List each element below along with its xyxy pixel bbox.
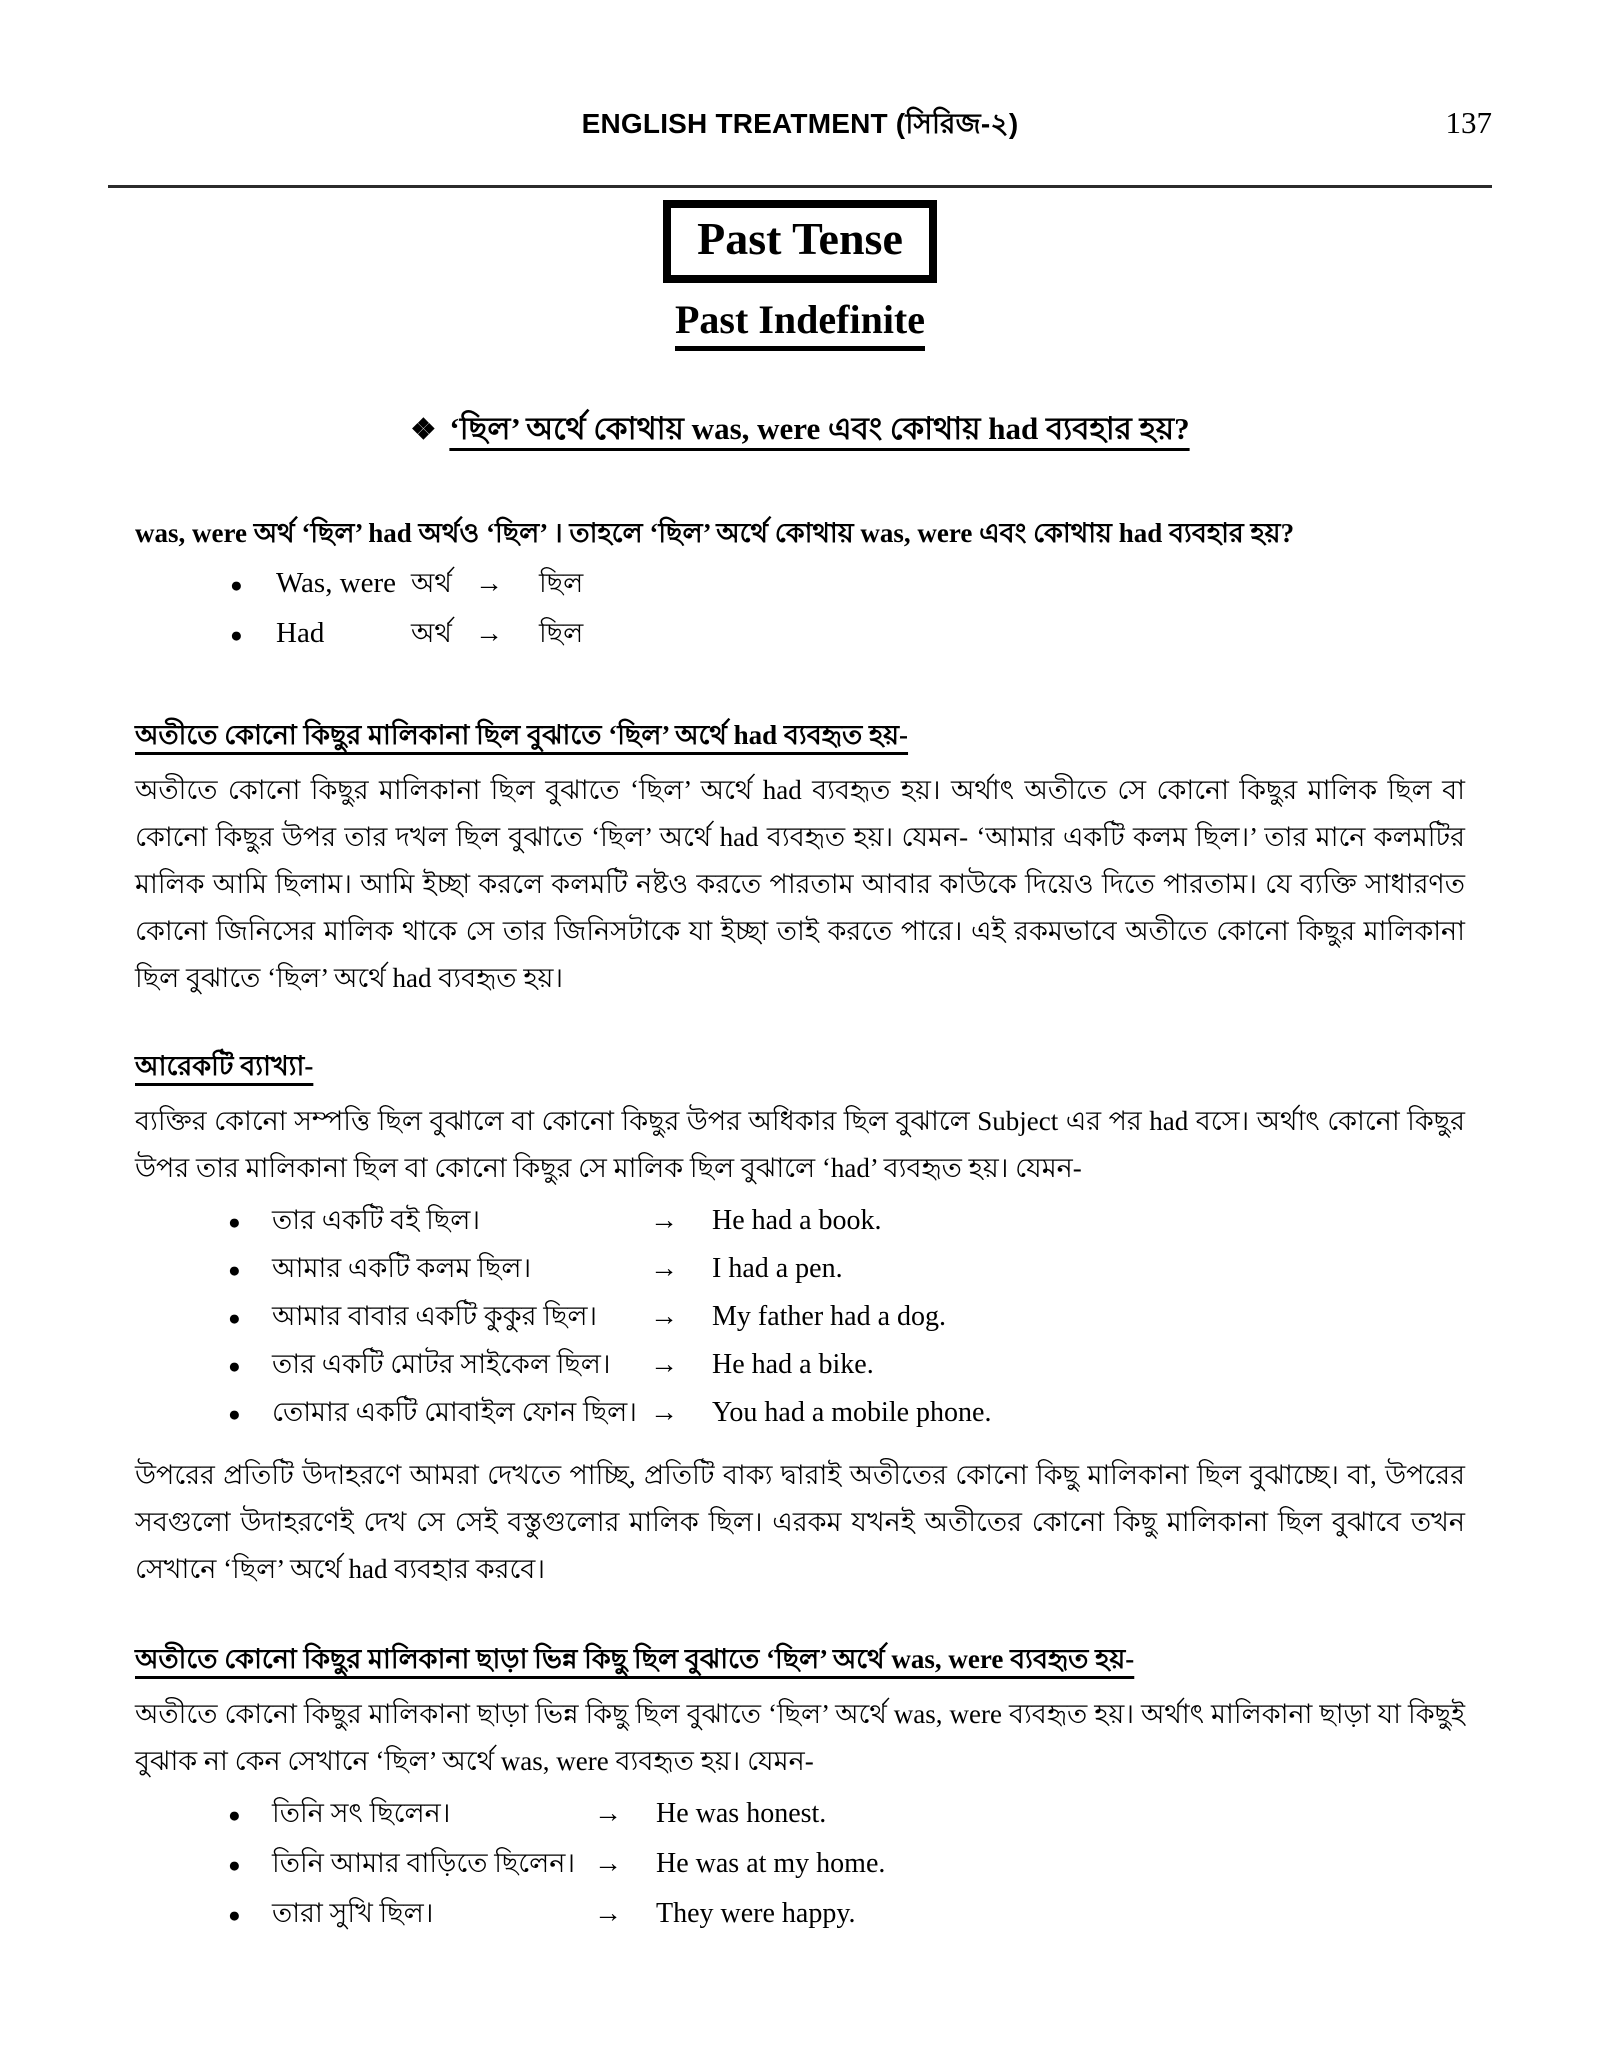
bengali-sentence: তোমার একটি মোবাইল ফোন ছিল। [272, 1396, 637, 1427]
english-sentence: He had a bike. [712, 1348, 874, 1380]
example-list-item [135, 1793, 1465, 1843]
example-list-item [135, 1344, 1465, 1392]
example-list-item [135, 1392, 1465, 1440]
section-heading: অতীতে কোনো কিছুর মালিকানা ছিল বুঝাতে ‘ছিল’ অর্থে had ব্যবহৃত হয়- [135, 719, 909, 750]
section-had-ownership [135, 715, 1465, 1002]
bullet-icon: ● [228, 1401, 241, 1426]
meaning-word: অর্থ [411, 567, 452, 598]
bengali-meaning: ছিল [539, 617, 584, 648]
arrow-icon: → [650, 1204, 678, 1236]
section-another-explanation [135, 1046, 1465, 1593]
meaning-list-item [135, 613, 1465, 663]
diamond-icon: ❖ [410, 413, 437, 446]
bullet-icon: ● [228, 1852, 241, 1877]
chapter-title-box: Past Tense [663, 200, 937, 283]
bengali-meaning: ছিল [539, 567, 584, 598]
bengali-sentence: আমার একটি কলম ছিল। [272, 1252, 532, 1283]
bullet-icon: ● [228, 1209, 241, 1234]
arrow-icon: → [650, 1252, 678, 1284]
english-sentence: They were happy. [656, 1897, 856, 1929]
english-sentence: He was honest. [656, 1797, 827, 1829]
arrow-icon: → [594, 1897, 622, 1929]
section-conclusion: উপরের প্রতিটি উদাহরণে আমরা দেখতে পাচ্ছি, প্রতিটি বাক্য দ্বারাই অতীতের কোনো কিছু মালিকানা ছিল বুঝাচ্ছে। বা, উপরের সবগুলো উদাহরণেই দেখ সে সেই বস্তুগুলোর মালিক ছিল। এরকম যখনই অতীতের কোনো কিছু মালিকানা ছিল বুঝাবে তখন সেখানে ‘ছিল’ অর্থে had ব্যবহার করবে। [135, 1459, 1465, 1584]
book-title: ENGLISH TREATMENT (সিরিজ-২) [581, 108, 1019, 139]
page-content [135, 513, 1465, 1943]
arrow-icon: → [650, 1396, 678, 1428]
section-paragraph: অতীতে কোনো কিছুর মালিকানা ছিল বুঝাতে ‘ছিল’ অর্থে had ব্যবহৃত হয়। অর্থাৎ অতীতে সে কোনো কিছুর মালিক ছিল বা কোনো কিছুর উপর তার দখল ছিল বুঝাতে ‘ছিল’ অর্থে had ব্যবহৃত হয়। যেমন- ‘আমার একটি কলম ছিল।’ তার মানে কলমটির মালিক আমি ছিলাম। আমি ইচ্ছা করলে কলমটি নষ্টও করতে পারতাম আবার কাউকে দিয়েও দিতে পারতাম। যে ব্যক্তি সাধারণত কোনো জিনিসের মালিক থাকে সে তার জিনিসটাকে যা ইচ্ছা তাই করতে পারে। এই রকমভাবে অতীতে কোনো কিছুর মালিকানা ছিল বুঝাতে ‘ছিল’ অর্থে had ব্যবহৃত হয়। [135, 774, 1465, 993]
meaning-word: অর্থ [411, 617, 452, 648]
section-heading: অতীতে কোনো কিছুর মালিকানা ছাড়া ভিন্ন কিছু ছিল বুঝাতে ‘ছিল’ অর্থে was, were ব্যবহৃত হয়- [135, 1643, 1135, 1674]
bengali-sentence: তিনি আমার বাড়িতে ছিলেন। [272, 1847, 576, 1878]
bullet-icon: ● [228, 1257, 241, 1282]
section-paragraph: ব্যক্তির কোনো সম্পত্তি ছিল বুঝালে বা কোনো কিছুর উপর অধিকার ছিল বুঝালে Subject এর পর had বসে। অর্থাৎ কোনো কিছুর উপর তার মালিকানা ছিল বা কোনো কিছুর সে মালিক ছিল বুঝালে ‘had’ ব্যবহৃত হয়। যেমন- [135, 1105, 1465, 1183]
arrow-icon: → [650, 1348, 678, 1380]
arrow-icon: → [594, 1797, 622, 1829]
meaning-list-item [135, 563, 1465, 613]
bengali-sentence: আমার বাবার একটি কুকুর ছিল। [272, 1300, 598, 1331]
english-sentence: He had a book. [712, 1204, 882, 1236]
bullet-icon: ● [230, 572, 243, 597]
section-paragraph: অতীতে কোনো কিছুর মালিকানা ছাড়া ভিন্ন কিছু ছিল বুঝাতে ‘ছিল’ অর্থে was, were ব্যবহৃত হয়। অর্থাৎ মালিকানা ছাড়া যা কিছুই বুঝাক না কেন সেখানে ‘ছিল’ অর্থে was, were ব্যবহৃত হয়। যেমন- [135, 1698, 1465, 1776]
page-header [108, 0, 1492, 188]
example-list-item [135, 1200, 1465, 1248]
main-question-heading [0, 405, 1600, 457]
bengali-sentence: তিনি সৎ ছিলেন। [272, 1797, 451, 1828]
bengali-sentence: তারা সুখি ছিল। [272, 1897, 434, 1928]
bullet-icon: ● [228, 1902, 241, 1927]
page-number: 137 [1445, 105, 1492, 140]
english-term: Was, were [276, 566, 397, 599]
section-heading: আরেকটি ব্যাখ্যা- [135, 1050, 314, 1081]
bengali-sentence: তার একটি বই ছিল। [272, 1204, 480, 1235]
english-sentence: You had a mobile phone. [712, 1396, 992, 1428]
example-list-item [135, 1843, 1465, 1893]
english-sentence: My father had a dog. [712, 1300, 947, 1332]
bullet-icon: ● [228, 1305, 241, 1330]
bullet-icon: ● [228, 1353, 241, 1378]
english-sentence: I had a pen. [712, 1252, 843, 1284]
was-were-example-list [135, 1793, 1465, 1943]
bullet-icon: ● [228, 1802, 241, 1827]
main-question-text: ‘ছিল’ অর্থে কোথায় was, were এবং কোথায় had ব্যবহার হয়? [449, 410, 1190, 446]
had-example-list [135, 1200, 1465, 1440]
english-sentence: He was at my home. [656, 1847, 886, 1879]
arrow-icon: → [650, 1300, 678, 1332]
bullet-icon: ● [230, 622, 243, 647]
section-was-were [135, 1639, 1465, 1943]
arrow-icon: → [475, 567, 503, 599]
example-list-item [135, 1296, 1465, 1344]
section-subtitle: Past Indefinite [675, 296, 925, 351]
intro-lead: was, were অর্থ ‘ছিল’ had অর্থও ‘ছিল’ । তাহলে ‘ছিল’ অর্থে কোথায় was, were এবং কোথায় had ব্যবহার হয়? [135, 517, 1295, 548]
example-list-item [135, 1893, 1465, 1943]
bengali-sentence: তার একটি মোটর সাইকেল ছিল। [272, 1348, 611, 1379]
arrow-icon: → [475, 617, 503, 649]
arrow-icon: → [594, 1847, 622, 1879]
meaning-list [135, 563, 1465, 663]
example-list-item [135, 1248, 1465, 1296]
english-term: Had [276, 616, 325, 649]
